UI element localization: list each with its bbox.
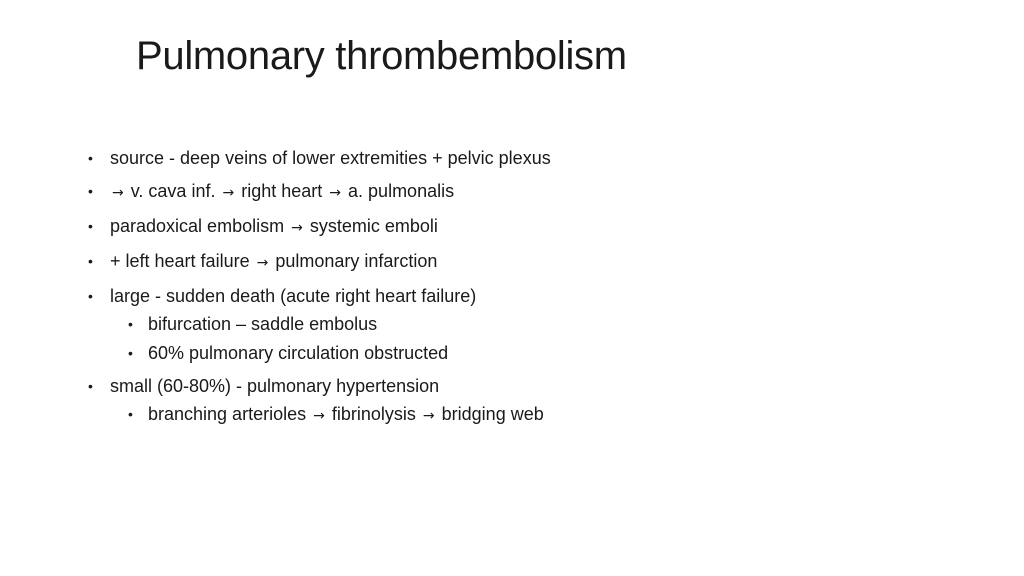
list-item-text: paradoxical embolism [110,216,285,236]
list-item [88,374,558,428]
sub-list-item [110,402,558,428]
list-item-text: a. pulmonalis [348,181,455,201]
list-item-text: small (60-80%) - pulmonary hypertension [110,376,440,396]
bullet-icon: • [88,288,93,304]
list-item-text: v. cava inf. [130,181,216,201]
list-item [88,179,558,205]
arrow-right-icon: → [291,220,303,236]
sub-list-item [110,312,558,336]
sub-list-item [110,341,558,365]
bullet-icon: • [88,378,93,394]
list-item-text: large - sudden death (acute right heart failure) [110,286,477,306]
list-item [88,284,558,365]
bullet-icon: • [88,218,93,234]
arrow-right-icon: → [222,185,235,201]
list-item-text: source - deep veins of lower extremities + pelvic plexus [110,148,551,168]
arrow-right-icon: → [256,255,269,271]
bullet-icon: • [88,150,93,166]
list-item-text: right heart [241,181,323,201]
bullet-icon: • [128,345,133,361]
bullet-icon: • [128,406,133,422]
sub-list-item-text: branching arterioles [148,404,307,424]
arrow-right-icon: → [422,408,435,424]
list-item-text: + left heart failure [110,251,250,271]
bullet-list [88,146,558,428]
sub-list-item-text: bifurcation – saddle embolus [148,314,378,334]
sub-list-item-text: 60% pulmonary circulation obstructed [148,343,449,363]
slide-title: Pulmonary thrombembolism [136,34,627,78]
arrow-right-icon: → [329,185,342,201]
sub-bullet-list [110,402,558,428]
sub-list-item-text: bridging web [441,404,544,424]
sub-bullet-list [110,312,558,365]
bullet-icon: • [88,253,93,269]
arrow-right-icon: → [112,185,124,201]
list-item-text: pulmonary infarction [275,251,438,271]
list-item [88,214,558,240]
list-item [88,146,558,170]
sub-list-item-text: fibrinolysis [331,404,416,424]
arrow-right-icon: → [313,408,325,424]
slide-content [88,146,558,437]
list-item-text: systemic emboli [309,216,438,236]
bullet-icon: • [88,183,93,199]
list-item [88,249,558,275]
bullet-icon: • [128,316,133,332]
